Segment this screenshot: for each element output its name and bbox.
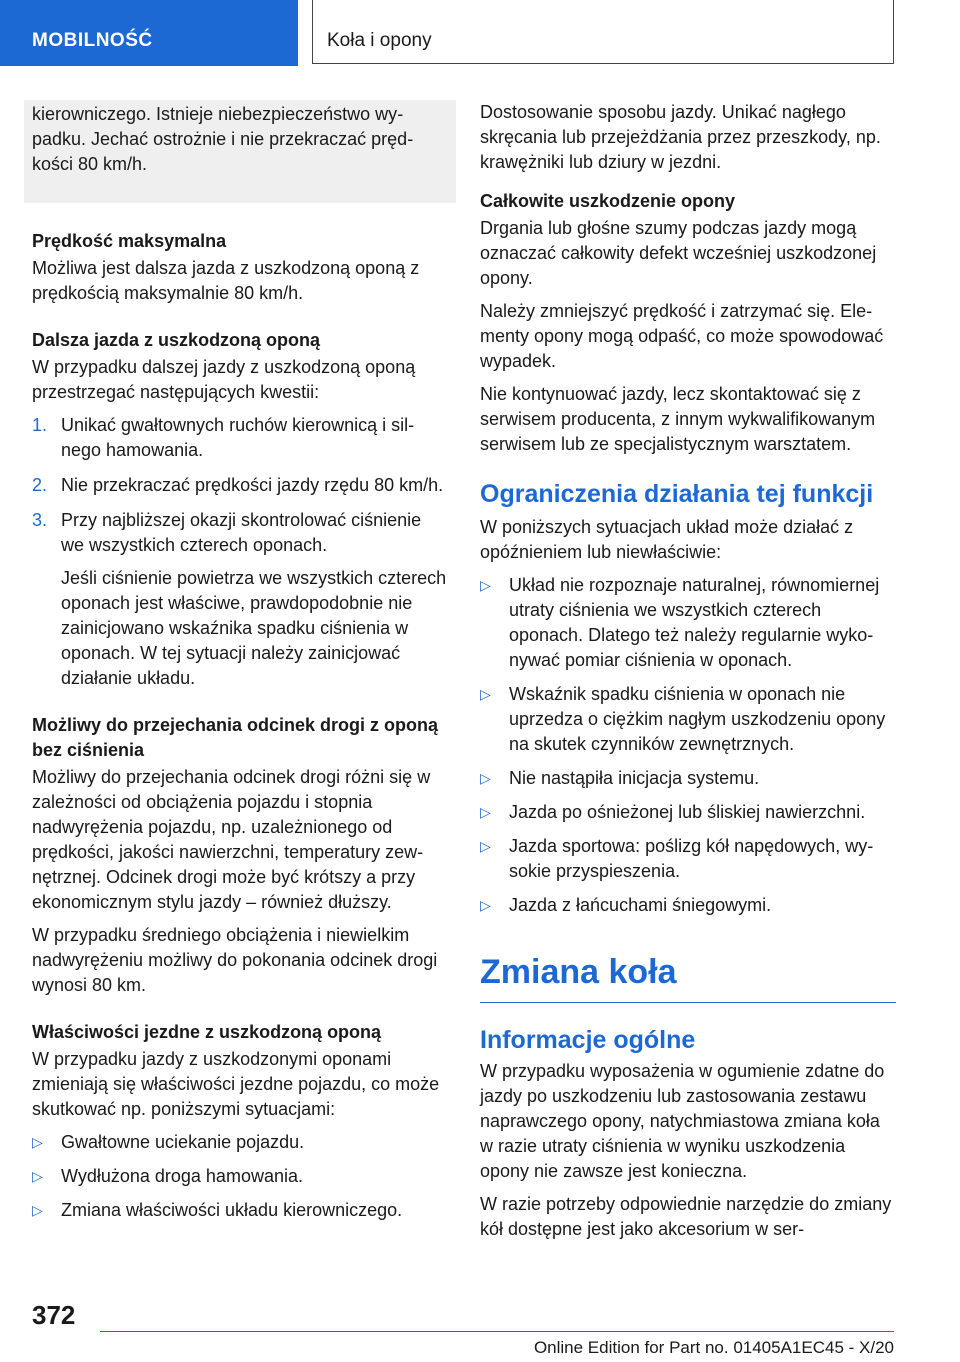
footer-divider [100, 1331, 894, 1332]
properties-section [32, 1020, 448, 1223]
properties-intro: W przypadku jazdy z uszkodzonymi oponami zmieniają się właściwości jezdne pojazdu, co może skutkować np. poniższymi sytuacjami: [32, 1049, 440, 1119]
limits-intro: W poniższych sytuacjach układ może działać z opóźnieniem lub niewłaściwie: [480, 517, 854, 562]
total-damage-section [480, 189, 896, 457]
distance-text-2: W przypadku średniego obciążenia i niewielkim nadwyrężeniu możliwy do pokonania odcinek drogi wynosi 80 km. [32, 925, 438, 995]
triangle-bullet-icon: ▷ [480, 897, 491, 913]
chapter-title: Koła i opony [312, 0, 894, 64]
step-text: Unikać gwałtownych ruchów kierownicą i silnego hamowania. [61, 415, 415, 460]
adjust-driving-text: Dostosowanie sposobu jazdy. Unikać nagłego skręcania lub przejeżdżania przez przeszkody, np. krawężniki lub dziury w jezdni. [480, 102, 881, 172]
list-item-text: Wskaźnik spadku ciśnienia w oponach nie uprzedza o ciężkim nagłym uszkodzeniu opony na skutek czynników zewnętrznych. [509, 684, 886, 754]
properties-list [32, 1130, 448, 1223]
continued-driving-title: Dalsza jazda z uszkodzoną oponą [32, 330, 321, 350]
list-item [32, 1198, 448, 1223]
right-column [480, 100, 896, 1250]
step-number: 2. [32, 475, 48, 495]
list-item [480, 766, 896, 791]
left-column [32, 100, 448, 1245]
step-extra-text: Jeśli ciśnienie powietrza we wszystkich czterech oponach jest właściwe, prawdopodobnie nie zainicjowano wskaźnika spadku ciśnienia w oponach. W tej sytuacji należy zainicjować działanie układu. [61, 568, 447, 688]
triangle-bullet-icon: ▷ [480, 804, 491, 820]
list-item-text: Gwałtowne uciekanie pojazdu. [61, 1132, 305, 1152]
step-number: 1. [32, 415, 48, 435]
triangle-bullet-icon: ▷ [32, 1202, 43, 1218]
section-tab: MOBILNOŚĆ [0, 0, 298, 66]
page-number: 372 [32, 1300, 76, 1330]
wheel-change-heading: Zmiana koła [480, 952, 896, 1003]
warning-note-text: kierowniczego. Istnieje niebezpieczeństwo wypadku. Jechać ostrożnie i nie przekraczać prędkości 80 km/h. [32, 104, 414, 174]
properties-title: Właściwości jezdne z uszkodzoną oponą [32, 1022, 382, 1042]
list-item-text: Jazda z łańcuchami śniegowymi. [509, 895, 772, 915]
continued-driving-steps [32, 413, 448, 691]
list-item-text: Wydłużona droga hamowania. [61, 1166, 303, 1186]
distance-text-1: Możliwy do przejechania odcinek drogi różni się w zależności od obciążenia pojazdu i stopnia nadwyrężenia pojazdu, np. uzależnionego od prędkości, jakości nawierzchni, temperatury zewnętrznej. Odcinek drogi może być krótszy a przy ekonomicznym stylu jazdy – również dłuższy. [32, 767, 431, 912]
total-damage-title: Całkowite uszkodzenie opony [480, 191, 736, 211]
list-item [480, 682, 896, 757]
triangle-bullet-icon: ▷ [32, 1134, 43, 1150]
list-item [480, 573, 896, 673]
continued-driving-intro: W przypadku dalszej jazdy z uszkodzoną oponą przestrzegać następujących kwestii: [32, 357, 416, 402]
triangle-bullet-icon: ▷ [480, 838, 491, 854]
triangle-bullet-icon: ▷ [480, 686, 491, 702]
general-info-text-2: W razie potrzeby odpowiednie narzędzie do zmiany kół dostępne jest jako akcesorium w ser- [480, 1194, 892, 1239]
distance-title: Możliwy do przejechania odcinek drogi z oponą bez ciśnienia [32, 715, 439, 760]
list-item [480, 893, 896, 918]
edition-footer: Online Edition for Part no. 01405A1EC45 - X/20 [533, 1338, 894, 1357]
list-item [32, 1164, 448, 1189]
list-item-text: Nie nastąpiła inicjacja systemu. [509, 768, 760, 788]
warning-note-box [24, 100, 456, 203]
max-speed-title: Prędkość maksymalna [32, 231, 227, 251]
list-item [32, 1130, 448, 1155]
distance-section [32, 713, 448, 998]
list-item-text: Zmiana właściwości układu kierowniczego. [61, 1200, 403, 1220]
step-text: Przy najbliższej okazji skontrolować ciśnienie we wszystkich czterech oponach. [61, 510, 422, 555]
list-item [480, 800, 896, 825]
list-item [32, 508, 448, 691]
limits-heading: Ograniczenia działania tej funkcji [480, 480, 874, 508]
total-damage-text-2: Należy zmniejszyć prędkość i zatrzymać się. Elementy opony mogą odpaść, co może spowodować wypadek. [480, 301, 884, 371]
step-number: 3. [32, 510, 48, 530]
limits-list [480, 573, 896, 918]
general-info-heading: Informacje ogólne [480, 1026, 696, 1054]
list-item-text: Jazda sportowa: poślizg kół napędowych, wysokie przyspieszenia. [509, 836, 874, 881]
page-header [0, 0, 960, 66]
triangle-bullet-icon: ▷ [480, 577, 491, 593]
general-info-text-1: W przypadku wyposażenia w ogumienie zdatne do jazdy po uszkodzeniu lub zastosowania zestawu naprawczego opony, natychmiastowa zmiana koła w razie utraty ciśnienia w wyniku uszkodzenia opony nie zawsze jest konieczna. [480, 1061, 885, 1181]
triangle-bullet-icon: ▷ [480, 770, 491, 786]
list-item [32, 473, 448, 498]
continued-driving-section [32, 328, 448, 691]
list-item [480, 834, 896, 884]
total-damage-text-1: Drgania lub głośne szumy podczas jazdy mogą oznaczać całkowity defekt wcześniej uszkodzonej opony. [480, 218, 877, 288]
list-item [32, 413, 448, 463]
total-damage-text-3: Nie kontynuować jazdy, lecz skontaktować się z serwisem producenta, z innym wykwalifikowanym serwisem lub ze specjalistycznym warsztatem. [480, 384, 876, 454]
max-speed-text: Możliwa jest dalsza jazda z uszkodzoną oponą z prędkością maksymalnie 80 km/h. [32, 258, 420, 303]
triangle-bullet-icon: ▷ [32, 1168, 43, 1184]
list-item-text: Jazda po ośnieżonej lub śliskiej nawierzchni. [509, 802, 866, 822]
list-item-text: Układ nie rozpoznaje naturalnej, równomiernej utraty ciśnienia we wszystkich czterech oponach. Dlatego też należy regularnie wykonywać pomiar ciśnienia w oponach. [509, 575, 880, 670]
max-speed-section [32, 229, 448, 306]
step-text: Nie przekraczać prędkości jazdy rzędu 80 km/h. [61, 475, 444, 495]
